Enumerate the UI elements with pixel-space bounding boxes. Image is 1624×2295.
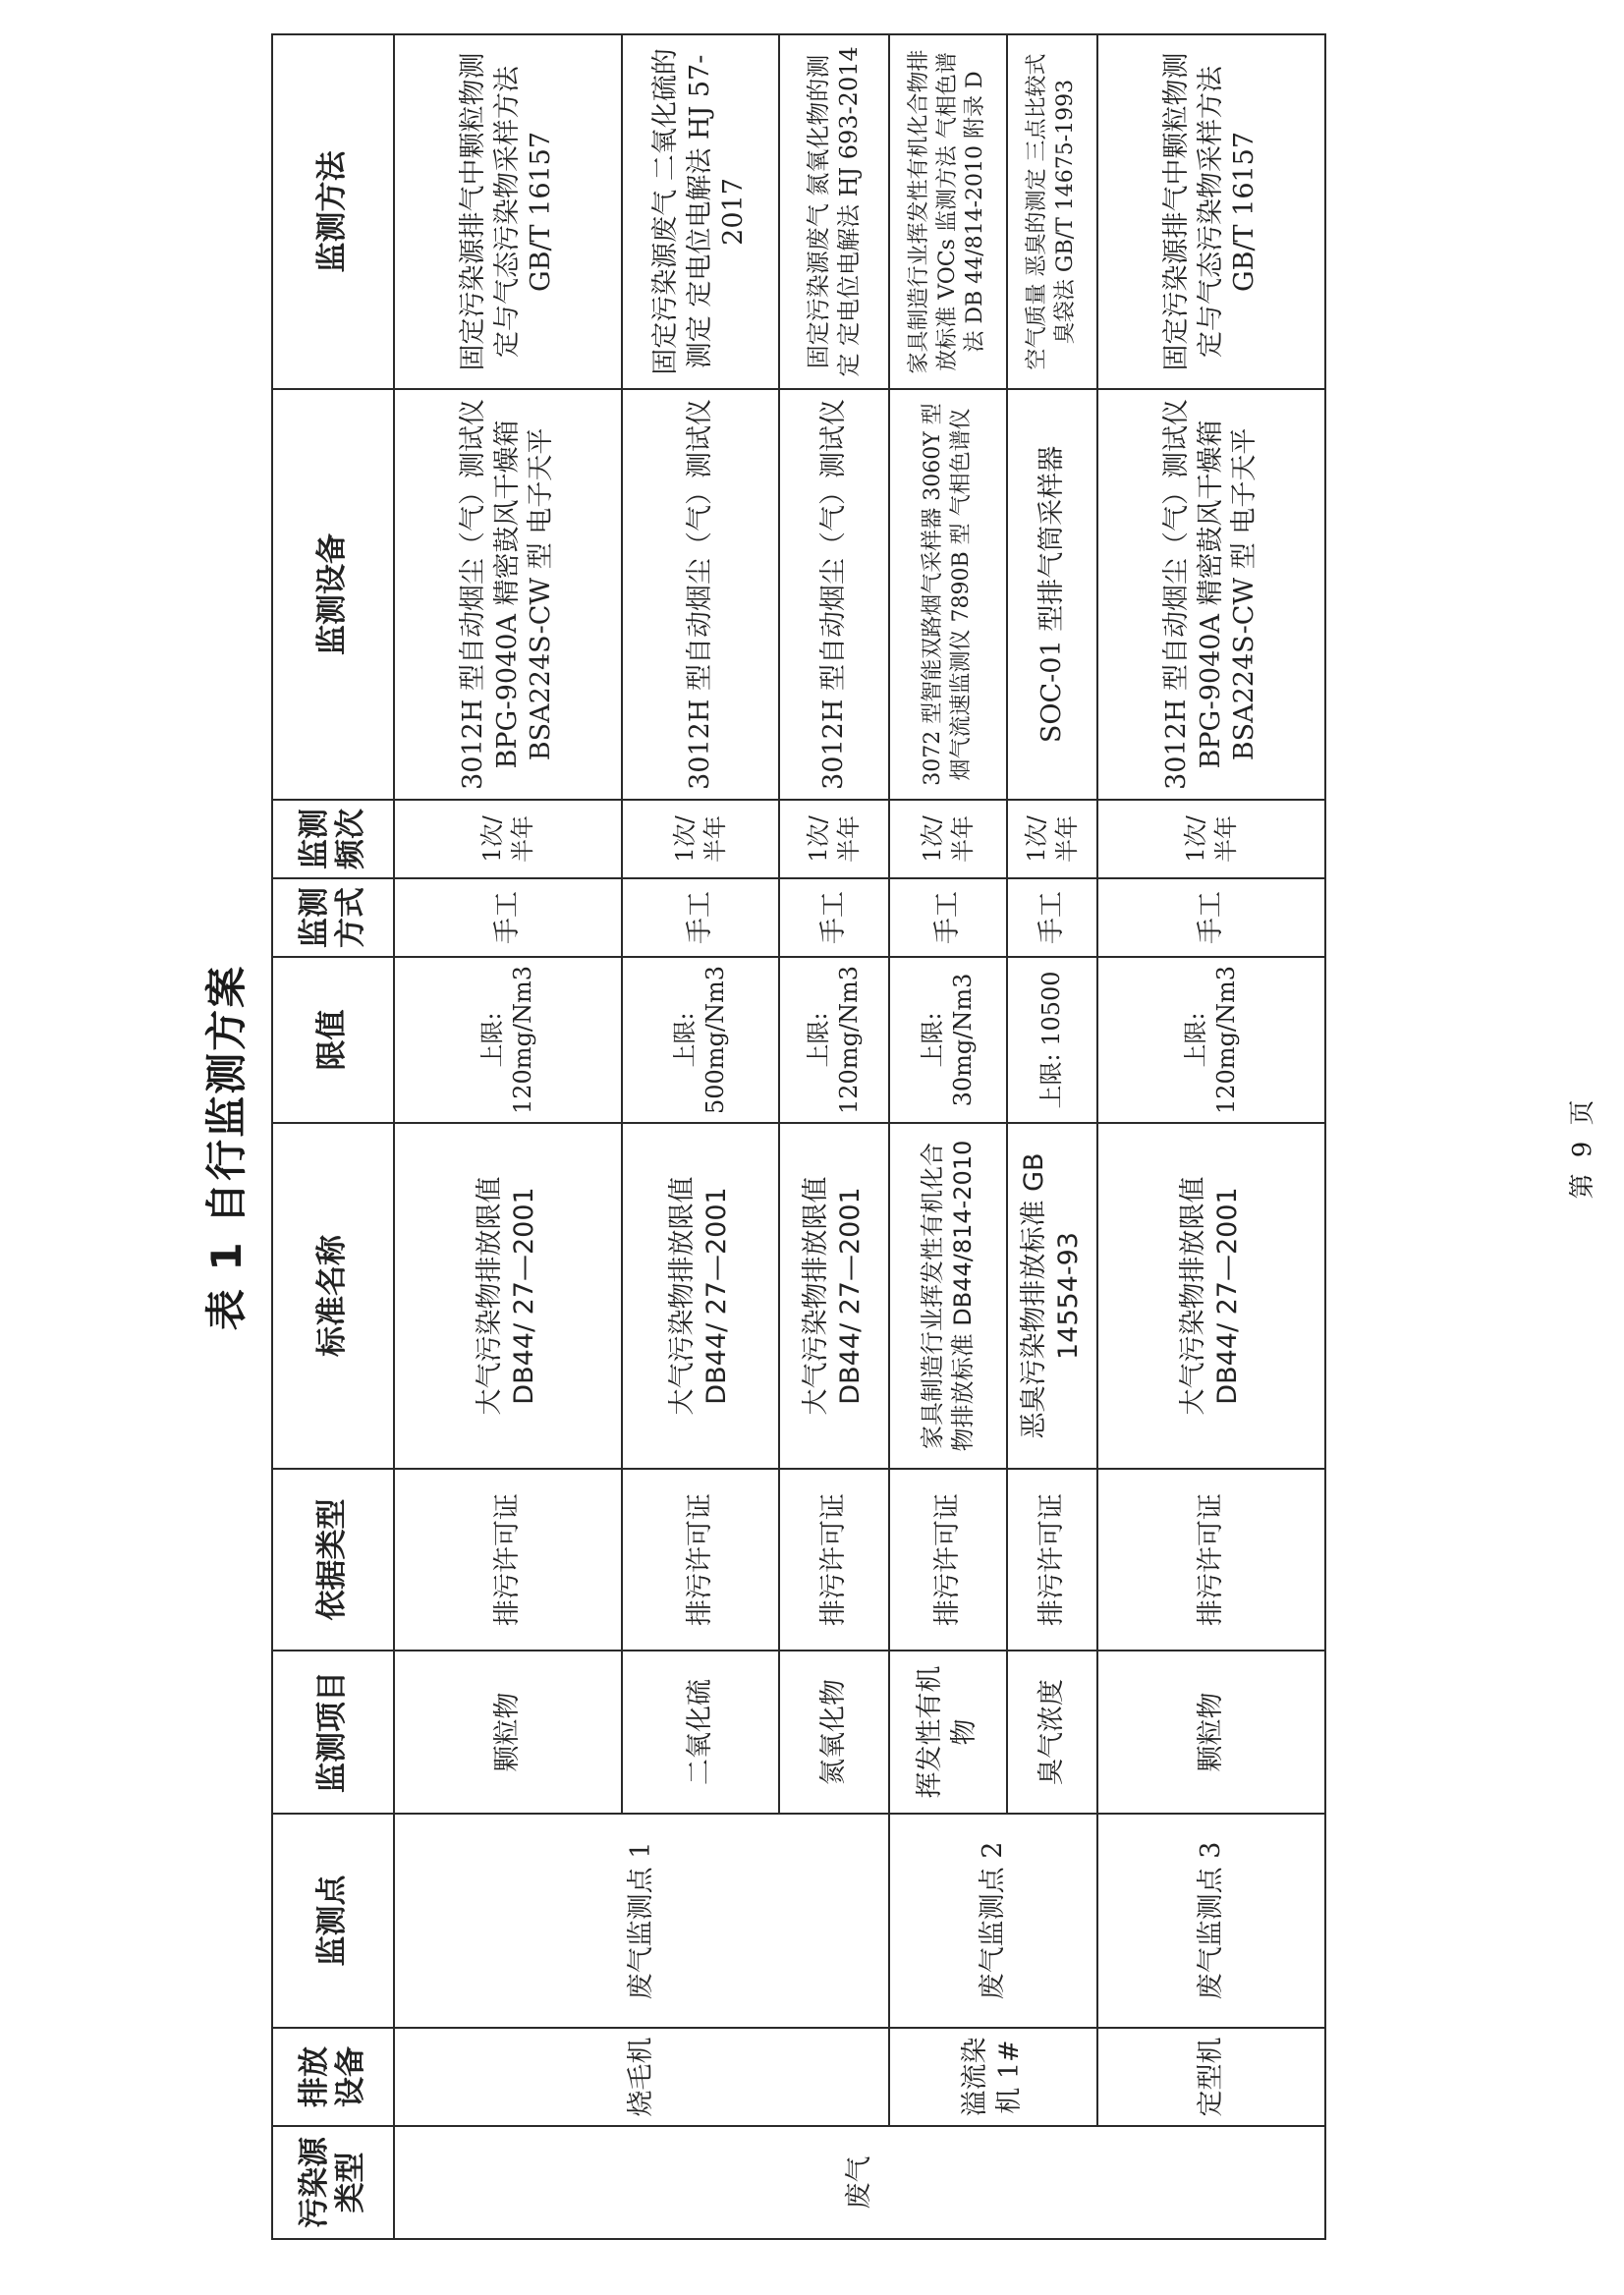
cell-source-type: 废气 (394, 2126, 1325, 2239)
cell-standard: 大气污染物排放限值 DB44/ 27—2001 (1097, 1123, 1325, 1469)
cell-mode: 手工 (889, 878, 1007, 957)
header-method: 监测方法 (272, 34, 394, 389)
cell-point: 废气监测点 1 (394, 1814, 889, 2028)
cell-frequency: 1次/半年 (394, 800, 622, 878)
cell-mode: 手工 (1097, 878, 1325, 957)
cell-mode: 手工 (622, 878, 779, 957)
cell-limit: 上限: 120mg/Nm3 (1097, 957, 1325, 1123)
header-frequency: 监测频次 (272, 800, 394, 878)
cell-equipment: 3012H 型自动烟尘（气）测试仪 (622, 389, 779, 800)
page-number: 第 9 页 (1568, 1095, 1597, 1200)
header-limit: 限值 (272, 957, 394, 1123)
cell-basis: 排污许可证 (394, 1469, 622, 1651)
table-row (1097, 34, 1325, 2239)
cell-standard: 恶臭污染物排放标准 GB 14554-93 (1007, 1123, 1097, 1469)
cell-standard: 大气污染物排放限值 DB44/ 27—2001 (394, 1123, 622, 1469)
cell-frequency: 1次/半年 (1007, 800, 1097, 878)
cell-equipment: 3012H 型自动烟尘（气）测试仪 (779, 389, 889, 800)
header-row (272, 34, 394, 2239)
cell-item: 挥发性有机物 (889, 1651, 1007, 1814)
cell-device: 定型机 (1097, 2028, 1325, 2126)
cell-standard: 家具制造行业挥发性有机化合物排放标准 DB44/814-2010 (889, 1123, 1007, 1469)
monitoring-plan-table (271, 33, 1326, 2240)
cell-basis: 排污许可证 (889, 1469, 1007, 1651)
cell-basis: 排污许可证 (622, 1469, 779, 1651)
table-title: 表 1 自行监测方案 (202, 964, 251, 1331)
cell-equipment: 3012H 型自动烟尘（气）测试仪 BPG-9040A 精密鼓风干燥箱 BSA224S-CW 型 电子天平 (1097, 389, 1325, 800)
cell-limit: 上限: 120mg/Nm3 (394, 957, 622, 1123)
cell-method: 家具制造行业挥发性有机化合物排放标准 VOCs 监测方法 气相色谱法 DB 44/814-2010 附录 D (889, 34, 1007, 389)
header-source-type: 污染源类型 (272, 2126, 394, 2239)
header-equipment: 监测设备 (272, 389, 394, 800)
cell-frequency: 1次/半年 (889, 800, 1007, 878)
cell-frequency: 1次/半年 (622, 800, 779, 878)
cell-limit: 上限: 30mg/Nm3 (889, 957, 1007, 1123)
cell-item: 颗粒物 (394, 1651, 622, 1814)
cell-basis: 排污许可证 (1097, 1469, 1325, 1651)
cell-standard: 大气污染物排放限值 DB44/ 27—2001 (779, 1123, 889, 1469)
cell-basis: 排污许可证 (1007, 1469, 1097, 1651)
table-row (889, 34, 1007, 2239)
cell-method: 固定污染源废气 二氧化硫的测定 定电位电解法 HJ 57-2017 (622, 34, 779, 389)
header-device: 排放设备 (272, 2028, 394, 2126)
cell-limit: 上限: 120mg/Nm3 (779, 957, 889, 1123)
cell-point: 废气监测点 3 (1097, 1814, 1325, 2028)
cell-equipment: SOC-01 型排气筒采样器 (1007, 389, 1097, 800)
header-item: 监测项目 (272, 1651, 394, 1814)
cell-frequency: 1次/半年 (1097, 800, 1325, 878)
cell-point: 废气监测点 2 (889, 1814, 1097, 2028)
cell-mode: 手工 (394, 878, 622, 957)
cell-limit: 上限: 500mg/Nm3 (622, 957, 779, 1123)
cell-mode: 手工 (1007, 878, 1097, 957)
cell-limit: 上限: 10500 (1007, 957, 1097, 1123)
header-mode: 监测方式 (272, 878, 394, 957)
cell-item: 氮氧化物 (779, 1651, 889, 1814)
cell-item: 二氧化硫 (622, 1651, 779, 1814)
cell-frequency: 1次/半年 (779, 800, 889, 878)
cell-basis: 排污许可证 (779, 1469, 889, 1651)
table-row (394, 34, 622, 2239)
cell-method: 空气质量 恶臭的测定 三点比较式臭袋法 GB/T 14675-1993 (1007, 34, 1097, 389)
header-standard: 标准名称 (272, 1123, 394, 1469)
cell-item: 颗粒物 (1097, 1651, 1325, 1814)
cell-device: 烧毛机 (394, 2028, 889, 2126)
cell-method: 固定污染源废气 氮氧化物的测定 定电位电解法 HJ 693-2014 (779, 34, 889, 389)
cell-equipment: 3072 型智能双路烟气采样器 3060Y 型烟气流速监测仪 7890B 型 气相色谱仪 (889, 389, 1007, 800)
cell-method: 固定污染源排气中颗粒物测定与气态污染物采样方法 GB/T 16157 (394, 34, 622, 389)
cell-device: 溢流染机 1# (889, 2028, 1097, 2126)
cell-standard: 大气污染物排放限值 DB44/ 27—2001 (622, 1123, 779, 1469)
cell-equipment: 3012H 型自动烟尘（气）测试仪 BPG-9040A 精密鼓风干燥箱 BSA224S-CW 型 电子天平 (394, 389, 622, 800)
cell-method: 固定污染源排气中颗粒物测定与气态污染物采样方法 GB/T 16157 (1097, 34, 1325, 389)
cell-item: 臭气浓度 (1007, 1651, 1097, 1814)
cell-mode: 手工 (779, 878, 889, 957)
header-point: 监测点 (272, 1814, 394, 2028)
header-basis: 依据类型 (272, 1469, 394, 1651)
